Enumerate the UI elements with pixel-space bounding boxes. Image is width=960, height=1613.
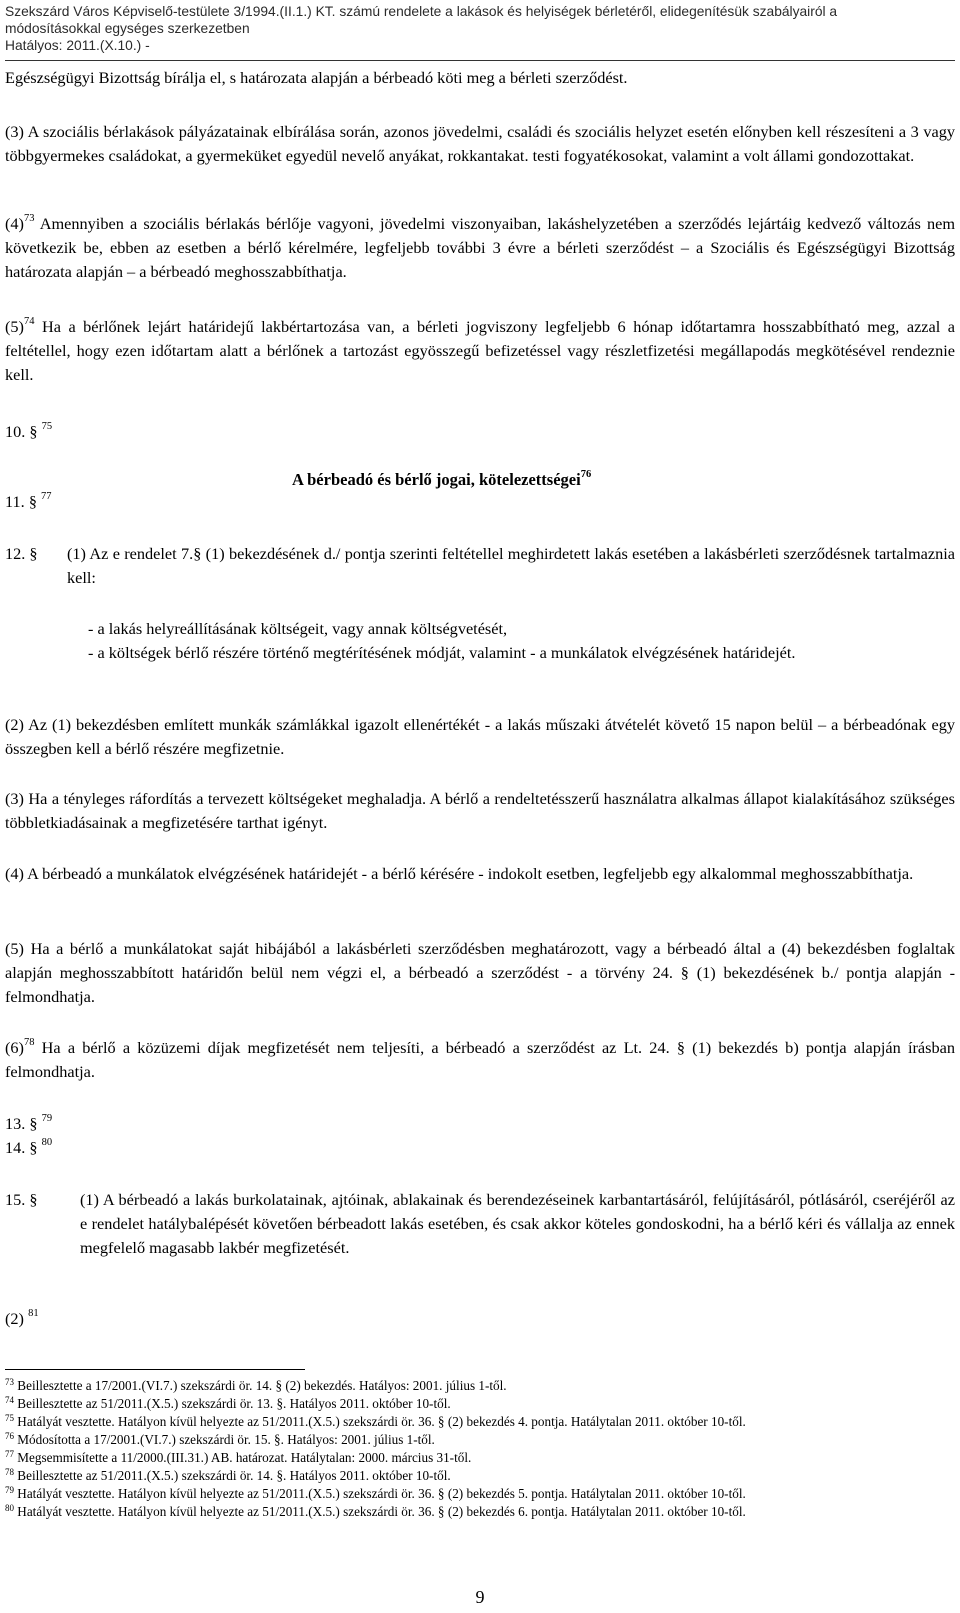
footnote-text: Beillesztette a 17/2001.(VI.7.) szekszárdi ör. 14. § (2) bekezdés. Hatályos: 2001. július 1-től. <box>17 1378 507 1393</box>
footnote-divider <box>5 1369 305 1370</box>
section-13-label: 13. § <box>5 1114 38 1133</box>
section-12-paragraph-4: (4) A bérbeadó a munkálatok elvégzésének határidejét - a bérlő kérésére - indokolt esetben, legfeljebb egy alkalommal meghosszabbíthatja. <box>5 864 914 883</box>
paragraph-6-text: Ha a bérlő a közüzemi díjak megfizetését nem teljesíti, a bérbeadó a szerződést az Lt. 24. § (1) bekezdés b) pontja alapján írásban felmondhatja. <box>5 1038 955 1081</box>
footnote-79 <box>5 1485 955 1504</box>
footnote-ref-79[interactable]: 79 <box>41 1113 53 1124</box>
section-15-text: (1) A bérbeadó a lakás burkolatainak, ajtóinak, ablakainak és berendezéseinek karbantartásáról, felújításáról, pótlásáról, cseréjéről az e rendelet hatálybalépését követően bérbeadott lakás esetében, és csak akkor köteles gondoskodni, ha a bérlő kéri és vállalja az ennek megfelelő magasabb lakbér megfizetését. <box>80 1190 955 1257</box>
section-heading-text: A bérbeadó és bérlő jogai, kötelezettségei <box>292 470 581 489</box>
section-10-label: 10. § <box>5 422 38 441</box>
section-10 <box>5 420 52 444</box>
section-15-number: 15. § <box>5 1190 38 1209</box>
list-item-1: - a lakás helyreállításának költségeit, vagy annak költségvetését, <box>88 619 508 638</box>
paragraph-5 <box>5 315 955 387</box>
footnote-77 <box>5 1449 955 1468</box>
footnote-text: Megsemmisítette a 11/2000.(III.31.) AB. határozat. Hatálytalan: 2000. március 31-től. <box>17 1450 472 1465</box>
section-15-paragraph-2 <box>5 1307 39 1331</box>
footnote-75 <box>5 1413 955 1432</box>
section-11-label: 11. § <box>5 492 37 511</box>
footnote-ref-74[interactable]: 74 <box>23 316 35 327</box>
header-line-2: módosításokkal egységes szerkezetben <box>5 21 250 36</box>
footnote-78 <box>5 1467 955 1486</box>
footnote-ref-81[interactable]: 81 <box>28 1308 39 1319</box>
paragraph-3: (3) A szociális bérlakások pályázatainak elbírálása során, azonos jövedelmi, családi és szociális helyzet esetén előnyben kell részesíteni a 3 vagy többgyermekes családokat, a gyermeküket egyedül nevelő anyákat, rokkantakat. testi fogyatékosokat, valamint a volt állami gondozottakat. <box>5 122 955 165</box>
section-12 <box>5 542 955 590</box>
header-divider <box>5 60 955 61</box>
footnote-text: Hatályát vesztette. Hatályon kívül helyezte az 51/2011.(X.5.) szekszárdi ör. 36. § (2) bekezdés 6. pontja. Hatálytalan 2011. október 10-től. <box>17 1504 746 1519</box>
section-12-paragraph-5: (5) Ha a bérlő a munkálatokat saját hibájából a lakásbérleti szerződésben meghatározott, vagy a bérbeadó által a (4) bekezdésben foglaltak alapján meghosszabbított határidőn belül nem végzi el, a bérbeadó a szerződést - a törvény 24. § (1) bekezdésének b./ pontja alapján - felmondhatja. <box>5 939 955 1006</box>
footnote-ref-77[interactable]: 77 <box>41 491 52 502</box>
paragraph-intro: Egészségügyi Bizottság bírálja el, s határozata alapján a bérbeadó köti meg a bérleti szerződést. <box>5 68 628 87</box>
footnote-number: 78 <box>5 1467 14 1477</box>
page-number: 9 <box>475 1587 485 1607</box>
paragraph-4 <box>5 212 955 284</box>
paragraph-5-label: (5) <box>5 317 24 336</box>
footnote-73 <box>5 1377 955 1396</box>
footnote-number: 74 <box>5 1395 14 1405</box>
section-12-text: (1) Az e rendelet 7.§ (1) bekezdésének d./ pontja szerinti feltétellel meghirdetett lakás esetében a lakásbérleti szerződésnek tartalmaznia kell: <box>67 544 955 587</box>
footnote-80 <box>5 1503 955 1522</box>
section-12-number: 12. § <box>5 544 38 563</box>
footnote-number: 76 <box>5 1431 14 1441</box>
footnote-text: Hatályát vesztette. Hatályon kívül helyezte az 51/2011.(X.5.) szekszárdi ör. 36. § (2) bekezdés 4. pontja. Hatálytalan 2011. október 10-től. <box>17 1414 746 1429</box>
header-line-3: Hatályos: 2011.(X.10.) - <box>5 38 150 53</box>
section-14-label: 14. § <box>5 1138 38 1157</box>
section-11 <box>5 490 52 514</box>
footnote-text: Hatályát vesztette. Hatályon kívül helyezte az 51/2011.(X.5.) szekszárdi ör. 36. § (2) bekezdés 5. pontja. Hatálytalan 2011. október 10-től. <box>17 1486 746 1501</box>
running-header <box>5 3 955 54</box>
section-12-paragraph-6 <box>5 1036 955 1084</box>
header-line-1: Szekszárd Város Képviselő-testülete 3/1994.(II.1.) KT. számú rendelete a lakások és helyiségek bérletéről, elidegenítésük szabályairól a <box>5 4 838 19</box>
footnote-ref-78[interactable]: 78 <box>23 1037 35 1048</box>
footnote-76 <box>5 1431 955 1450</box>
list-item-2: - a költségek bérlő részére történő megtérítésének módját, valamint - a munkálatok elvégzésének határidejét. <box>88 643 796 662</box>
footnote-text: Beillesztette az 51/2011.(X.5.) szekszárdi ör. 13. §. Hatályos 2011. október 10-től. <box>17 1396 451 1411</box>
section-heading <box>292 468 591 492</box>
section-12-paragraph-3: (3) Ha a tényleges ráfordítás a tervezett költségeket meghaladja. A bérlő a rendeltetésszerű használatra alkalmas állapot kialakításához szükséges többletkiadásainak a megfizetésére tarthat igényt. <box>5 789 955 832</box>
paragraph-5-text: Ha a bérlőnek lejárt határidejű lakbértartozása van, a bérleti jogviszony legfeljebb 6 hónap időtartamra hosszabbítható meg, azzal a feltétellel, hogy ezen időtartam alatt a bérlőnek a tartozást egyösszegű befizetéssel vagy részletfizetési megállapodás megkötésével rendeznie kell. <box>5 317 955 384</box>
paragraph-4-text: Amennyiben a szociális bérlakás bérlője vagyoni, jövedelmi viszonyaiban, lakáshelyzetében a szerződés lejártáig kedvező változás nem következik be, ebben az esetben a bérlő kérelmére, legfeljebb további 3 évre a bérleti szerződést – a Szociális és Egészségügyi Bizottság határozata alapján – a bérbeadó meghosszabbíthatja. <box>5 214 955 281</box>
footnote-ref-75[interactable]: 75 <box>41 421 53 432</box>
paragraph-4-label: (4) <box>5 214 24 233</box>
section-12-paragraph-2: (2) Az (1) bekezdésben említett munkák számlákkal igazolt ellenértékét - a lakás műszaki átvételét követő 15 napon belül – a bérbeadónak egy összegben kell a bérlő részére megfizetnie. <box>5 715 955 758</box>
footnote-number: 79 <box>5 1485 14 1495</box>
footnote-text: Módosította a 17/2001.(VI.7.) szekszárdi ör. 15. §. Hatályos: 2001. július 1-től. <box>17 1432 435 1447</box>
footnote-number: 75 <box>5 1413 14 1423</box>
footnote-74 <box>5 1395 955 1414</box>
section-15-paragraph-2-label: (2) <box>5 1309 24 1328</box>
section-14 <box>5 1136 52 1160</box>
paragraph-6-label: (6) <box>5 1038 24 1057</box>
section-13 <box>5 1112 52 1136</box>
footnote-ref-80[interactable]: 80 <box>41 1137 53 1148</box>
footnote-ref-73[interactable]: 73 <box>23 213 35 224</box>
section-15 <box>5 1188 955 1260</box>
footnote-number: 77 <box>5 1449 14 1459</box>
footnote-number: 80 <box>5 1503 14 1513</box>
footnote-text: Beillesztette az 51/2011.(X.5.) szekszárdi ör. 14. §. Hatályos 2011. október 10-től. <box>17 1468 451 1483</box>
footnote-ref-76[interactable]: 76 <box>580 469 592 480</box>
footnote-number: 73 <box>5 1377 14 1387</box>
